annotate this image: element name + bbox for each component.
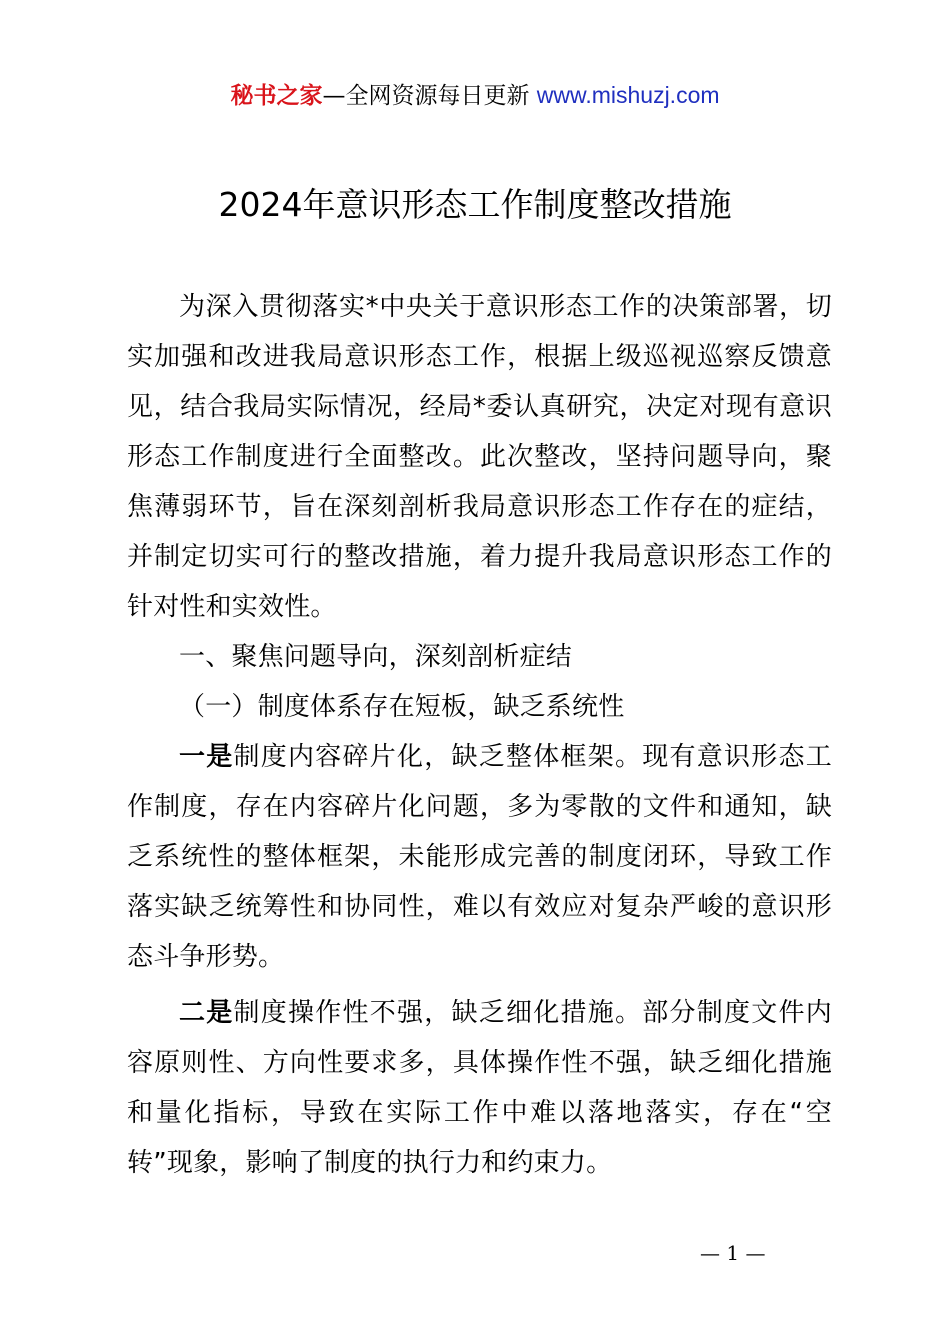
point-lead-2: 二是 (179, 998, 234, 1028)
point-lead-1: 一是 (179, 742, 234, 772)
document-body (127, 282, 832, 1188)
header-slogan: —全网资源每日更新 (322, 83, 530, 109)
section-heading: 一、聚焦问题导向，深刻剖析症结 (179, 642, 573, 672)
point-text-1: 制度内容碎片化，缺乏整体框架。现有意识形态工作制度，存在内容碎片化问题，多为零散的文件和通知，缺乏系统性的整体框架，未能形成完善的制度闭环，导致工作落实缺乏统筹性和协同性，难以有效应对复杂严峻的意识形态斗争形势。 (127, 742, 833, 972)
point-paragraph-2 (127, 988, 832, 1188)
header-brand: 秘书之家 (230, 83, 323, 109)
point-text-2: 制度操作性不强，缺乏细化措施。部分制度文件内容原则性、方向性要求多，具体操作性不强，缺乏细化措施和量化指标，导致在实际工作中难以落地落实，存在“空转”现象，影响了制度的执行力和约束力。 (127, 998, 833, 1178)
header-url-link[interactable]: www.mishuzj.com (536, 82, 720, 108)
intro-paragraph: 为深入贯彻落实*中央关于意识形态工作的决策部署，切实加强和改进我局意识形态工作，根据上级巡视巡察反馈意见，结合我局实际情况，经局*委认真研究，决定对现有意识形态工作制度进行全面整改。此次整改，坚持问题导向，聚焦薄弱环节，旨在深刻剖析我局意识形态工作存在的症结，并制定切实可行的整改措施，着力提升我局意识形态工作的针对性和实效性。 (127, 292, 832, 622)
point-paragraph-1 (127, 732, 832, 982)
document-title: 2024年意识形态工作制度整改措施 (218, 185, 732, 224)
site-header (0, 78, 950, 113)
subsection-heading: （一）制度体系存在短板，缺乏系统性 (179, 692, 625, 722)
page-number: — 1 — (700, 1241, 766, 1265)
